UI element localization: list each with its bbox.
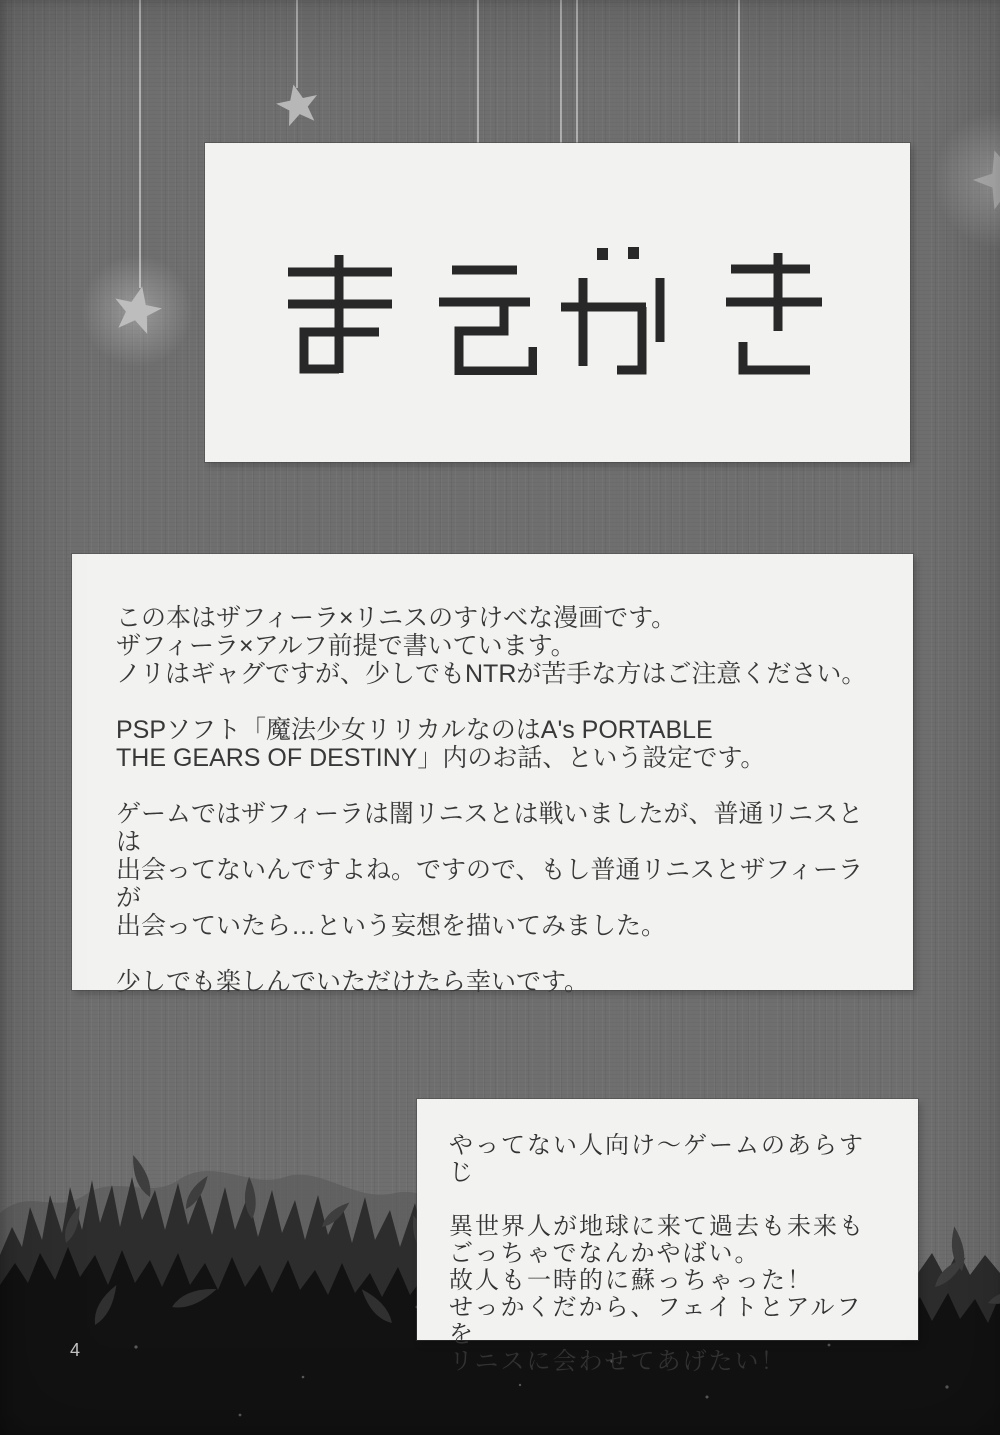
intro-paragraph	[116, 968, 869, 996]
intro-paragraph	[116, 800, 869, 940]
page-title	[205, 143, 206, 144]
synopsis-line: 故人も一時的に蘇っちゃった！	[449, 1267, 813, 1294]
thread	[576, 0, 578, 146]
intro-line: ザフィーラ×アルフ前提で書いています。	[116, 632, 576, 660]
intro-line: PSPソフト「魔法少女リリカルなのはA's PORTABLE	[116, 716, 713, 744]
synopsis-text	[417, 1099, 918, 1375]
title-box	[205, 143, 910, 462]
intro-line: ゲームではザフィーラは闇リニスとは戦いましたが、普通リニスとは	[116, 800, 864, 856]
synopsis-line: 異世界人が地球に来て過去も未来も	[449, 1213, 865, 1240]
page-number: 4	[70, 1340, 81, 1360]
intro-line: 少しでも楽しんでいただけたら幸いです。	[116, 968, 590, 996]
title-glyph-ga	[561, 247, 668, 375]
intro-box	[72, 554, 913, 996]
intro-line: この本はザフィーラ×リニスのすけべな漫画です。	[116, 604, 677, 632]
synopsis-line: ごっちゃでなんかやばい。	[449, 1240, 761, 1267]
synopsis-box	[417, 1099, 918, 1375]
synopsis-line: せっかくだから、フェイトとアルフを	[449, 1294, 863, 1348]
intro-line: 出会っていたら…という妄想を描いてみました。	[116, 912, 667, 940]
intro-paragraph	[116, 604, 869, 688]
title-glyph-ma	[288, 255, 392, 375]
title-glyph-e	[439, 265, 537, 375]
thread	[139, 0, 141, 288]
thread	[560, 0, 562, 146]
thread	[738, 0, 740, 146]
intro-text	[72, 554, 913, 996]
synopsis-heading: やってない人向け～ゲームのあらすじ	[449, 1132, 865, 1186]
intro-line: 出会ってないんですよね。ですので、もし普通リニスとザフィーラが	[116, 856, 864, 912]
title-glyph-ki	[726, 253, 822, 375]
star-icon	[72, 246, 202, 376]
synopsis-line: リニスに会わせてあげたい！	[449, 1348, 787, 1375]
star-icon	[238, 46, 358, 166]
thread	[477, 0, 479, 146]
title-art	[288, 247, 822, 375]
intro-line: ノリはギャグですが、少しでもNTRが苦手な方はご注意ください。	[116, 660, 867, 688]
intro-line: THE GEARS OF DESTINY」内のお話、という設定です。	[116, 744, 766, 772]
star-icon	[924, 100, 1000, 260]
intro-paragraph	[116, 716, 869, 772]
